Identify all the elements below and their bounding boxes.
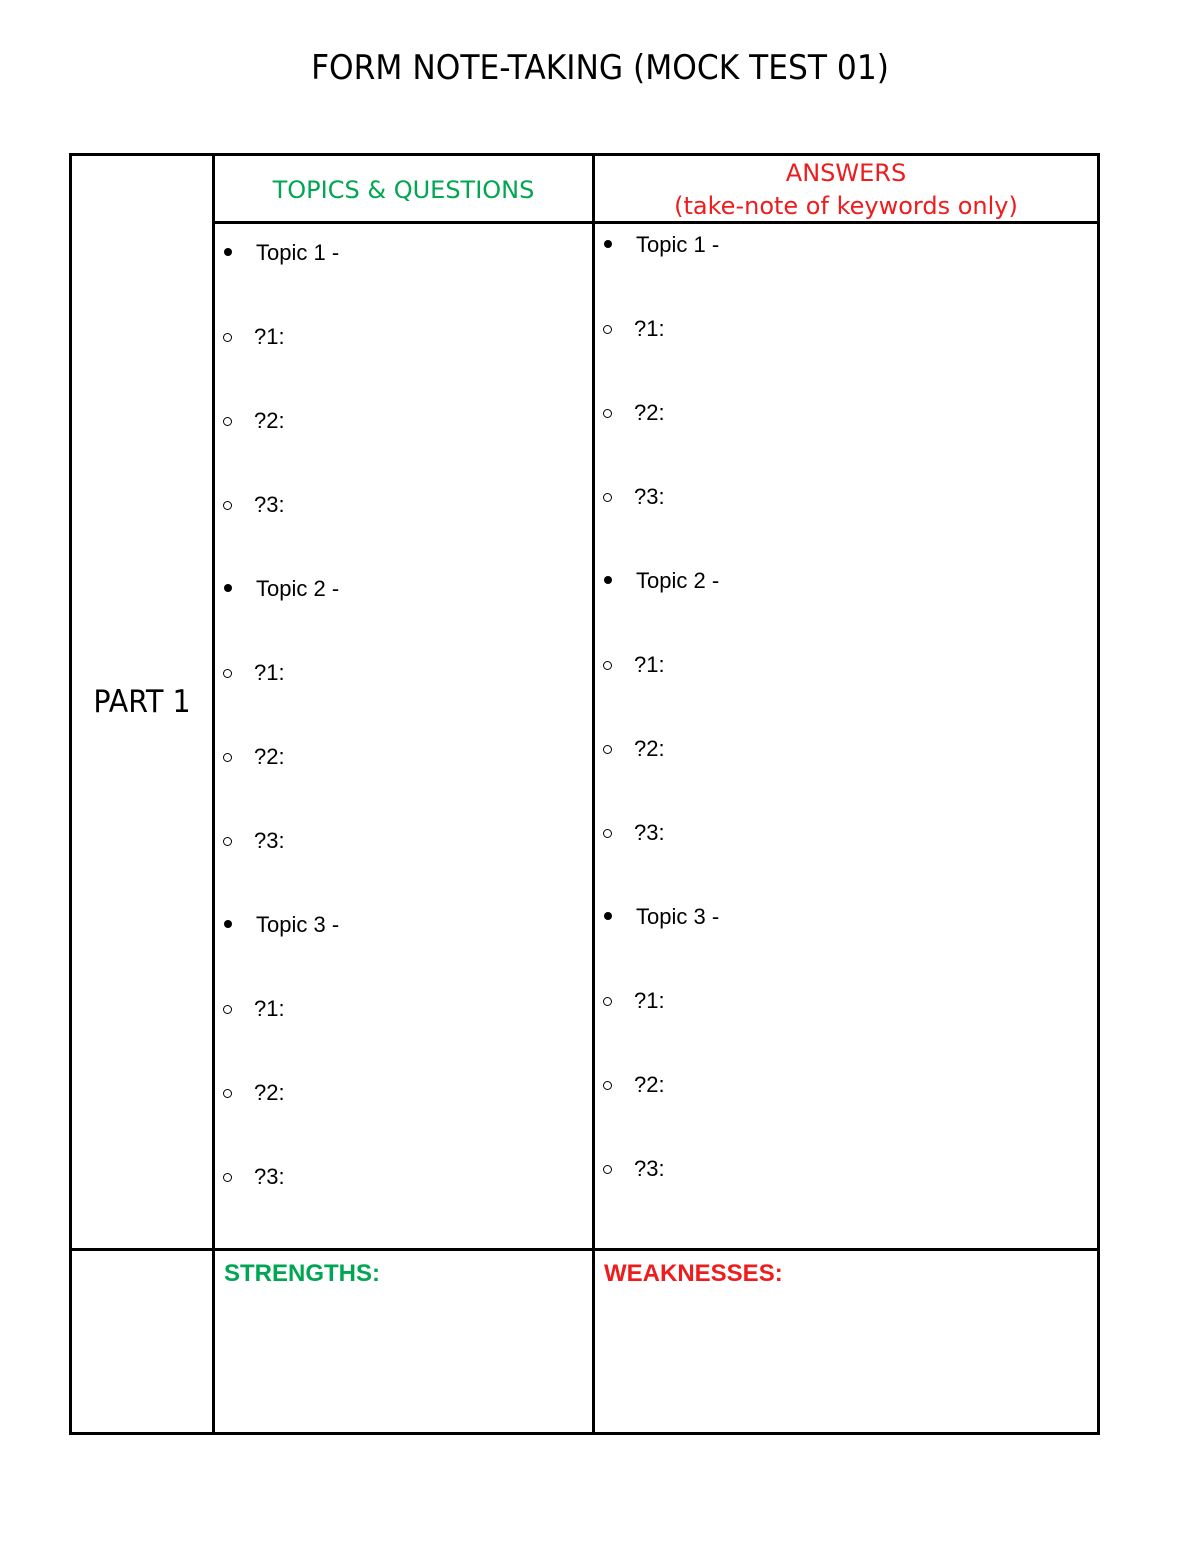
topics-header [215,174,592,207]
answers-item-label: ?3: [634,1156,665,1181]
hollow-bullet-icon [603,409,612,418]
answers-question-item [594,316,665,342]
hollow-bullet-icon [223,333,232,342]
answers-item-label: ?3: [634,484,665,509]
answers-item-label: ?2: [634,400,665,425]
hollow-bullet-icon [223,669,232,678]
topics-item-label: Topic 1 - [256,240,340,265]
answers-question-item [594,736,665,762]
topics-topic-item [214,240,339,266]
topics-topic-item [214,912,339,938]
topics-item-label: ?2: [254,408,285,433]
weaknesses-label: WEAKNESSES: [604,1260,783,1287]
hollow-bullet-icon [603,997,612,1006]
topics-question-item [214,324,285,350]
topics-question-item [214,744,285,770]
part-label: PART 1 [93,684,191,720]
answers-item-label: Topic 2 - [636,568,720,593]
answers-question-item [594,652,665,678]
topics-question-item [214,1164,285,1190]
hollow-bullet-icon [223,1005,232,1014]
answers-item-label: ?2: [634,1072,665,1097]
hollow-bullet-icon [603,661,612,670]
divider-answers-column [592,153,595,1435]
filled-bullet-icon [604,912,612,920]
answers-question-item [594,820,665,846]
hollow-bullet-icon [603,829,612,838]
hollow-bullet-icon [603,1081,612,1090]
topics-item-label: ?2: [254,1080,285,1105]
topics-item-label: ?1: [254,660,285,685]
hollow-bullet-icon [223,1173,232,1182]
answers-topic-item [594,568,719,594]
filled-bullet-icon [224,920,232,928]
hollow-bullet-icon [223,501,232,510]
answers-header-text: ANSWERS [785,159,907,187]
filled-bullet-icon [604,576,612,584]
hollow-bullet-icon [223,753,232,762]
topics-item-label: ?3: [254,1164,285,1189]
topics-header-text: TOPICS & QUESTIONS [272,176,535,204]
hollow-bullet-icon [223,417,232,426]
answers-item-label: ?1: [634,652,665,677]
answers-item-label: ?3: [634,820,665,845]
answers-item-label: ?1: [634,988,665,1013]
topics-item-label: Topic 2 - [256,576,340,601]
topics-question-item [214,1080,285,1106]
hollow-bullet-icon [603,745,612,754]
hollow-bullet-icon [603,493,612,502]
topics-item-label: Topic 3 - [256,912,340,937]
answers-item-label: ?1: [634,316,665,341]
answers-item-label: Topic 1 - [636,232,720,257]
topics-topic-item [214,576,339,602]
hollow-bullet-icon [603,325,612,334]
hollow-bullet-icon [223,1089,232,1098]
answers-question-item [594,484,665,510]
answers-topic-item [594,904,719,930]
page-title: FORM NOTE-TAKING (MOCK TEST 01) [311,48,889,88]
divider-review-row [69,1248,1100,1251]
answers-item-label: Topic 3 - [636,904,720,929]
topics-item-label: ?1: [254,996,285,1021]
topics-question-item [214,996,285,1022]
topics-item-label: ?2: [254,744,285,769]
topics-item-label: ?1: [254,324,285,349]
strengths-label: STRENGTHS: [224,1260,380,1287]
topics-item-label: ?3: [254,828,285,853]
answers-question-item [594,1072,665,1098]
answers-item-label: ?2: [634,736,665,761]
filled-bullet-icon [224,248,232,256]
answers-header [595,157,1097,223]
topics-question-item [214,828,285,854]
topics-item-label: ?3: [254,492,285,517]
answers-question-item [594,988,665,1014]
answers-subheader-text: (take-note of keywords only) [674,192,1018,220]
filled-bullet-icon [604,240,612,248]
answers-question-item [594,400,665,426]
answers-topic-item [594,232,719,258]
topics-question-item [214,660,285,686]
answers-question-item [594,1156,665,1182]
topics-question-item [214,492,285,518]
topics-question-item [214,408,285,434]
hollow-bullet-icon [223,837,232,846]
filled-bullet-icon [224,584,232,592]
hollow-bullet-icon [603,1165,612,1174]
